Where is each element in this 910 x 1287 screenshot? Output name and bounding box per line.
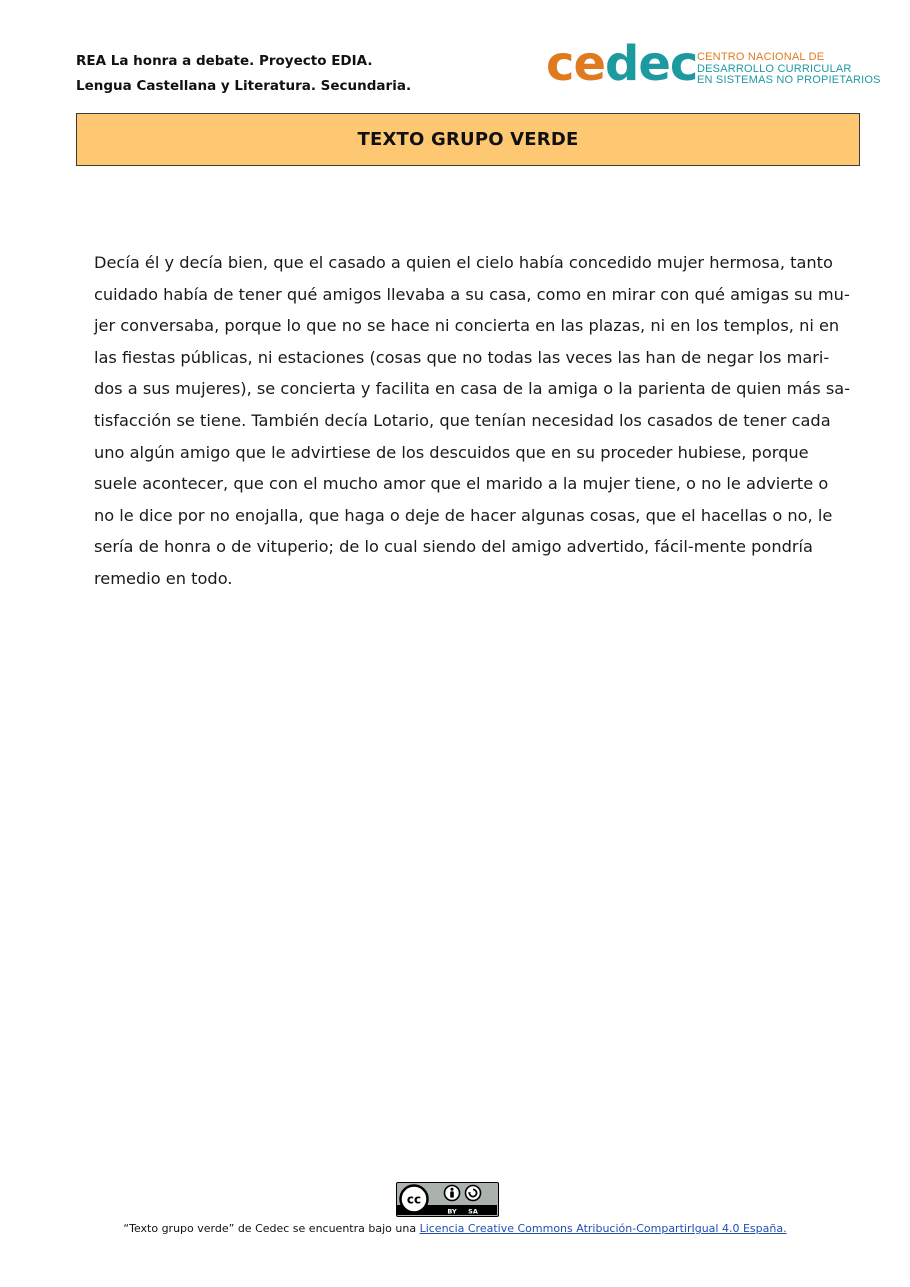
cc-by-label: BY [447, 1207, 457, 1215]
cedec-logo [546, 36, 881, 92]
body-line: cuidado había de tener qué amigos llevaba a su casa, como en mirar con qué amigas su mu- [94, 284, 850, 304]
header-line-subject: Lengua Castellana y Literatura. Secundaria. [76, 78, 412, 94]
body-line: remedio en todo. [94, 568, 233, 588]
svg-text:cc: cc [406, 1192, 422, 1207]
body-line: dos a sus mujeres), se concierta y facilita en casa de la amiga o la parienta de quien más sa- [94, 379, 851, 399]
body-line: Decía él y decía bien, que el casado a quien el cielo había concedido mujer hermosa, tanto [94, 253, 833, 272]
body-line: uno algún amigo que le advirtiese de los descuidos que en su proceder hubiese, porque [94, 442, 809, 462]
body-line: no le dice por no enojalla, que haga o deje de hacer algunas cosas, que el hacellas o no, le [94, 505, 833, 525]
cedec-logo-word: cedec [546, 36, 698, 92]
license-statement: “Texto grupo verde” de Cedec se encuentra bajo una [123, 1222, 420, 1235]
page-title: TEXTO GRUPO VERDE [357, 129, 579, 150]
body-line: las fiestas públicas, ni estaciones (cosas que no todas las veces las han de negar los mari- [94, 347, 830, 367]
cedec-logo-tagline: CENTRO NACIONAL DE DESARROLLO CURRICULAR EN SISTEMAS NO PROPIETARIOS [697, 51, 881, 86]
body-line: suele acontecer, que con el mucho amor que el marido a la mujer tiene, o no le advierte o [94, 474, 829, 494]
cc-by-sa-icon[interactable] [396, 1182, 499, 1217]
body-line: jer conversaba, porque lo que no se hace ni concierta en las plazas, ni en los templos, ni en [94, 316, 840, 336]
cc-sa-label: SA [468, 1207, 478, 1215]
license-link[interactable]: Licencia Creative Commons Atribución-CompartirIgual 4.0 España. [419, 1222, 787, 1235]
license-footer [0, 1222, 910, 1235]
body-line: tisfacción se tiene. También decía Lotario, que tenían necesidad los casados de tener cada [94, 410, 831, 430]
document-header [76, 49, 411, 99]
body-line: sería de honra o de vituperio; de lo cual siendo del amigo advertido, fácil-mente pondría [94, 537, 813, 557]
body-paragraph [94, 247, 851, 595]
title-banner [76, 113, 860, 166]
header-line-project: REA La honra a debate. Proyecto EDIA. [76, 53, 373, 69]
